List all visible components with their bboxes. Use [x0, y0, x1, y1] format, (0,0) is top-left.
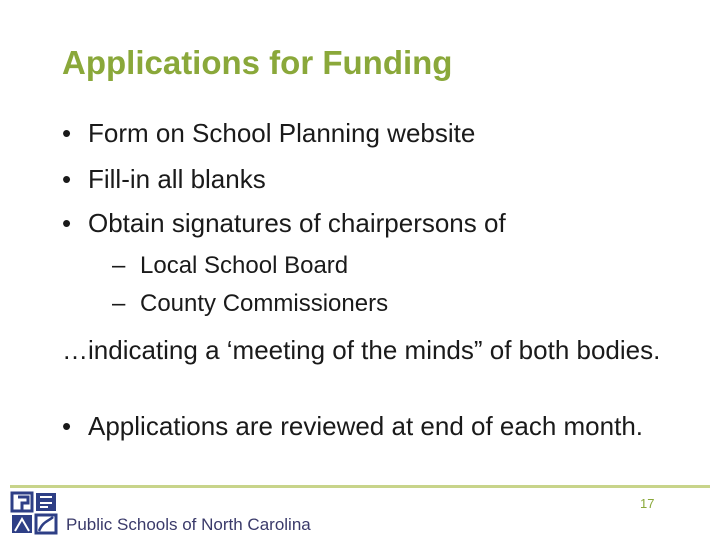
bullet-marker: •: [62, 118, 72, 148]
sub-bullet-text: Local School Board: [140, 252, 349, 279]
sub-bullet-text: County Commissioners: [140, 290, 389, 317]
indicating-paragraph: …indicating a ‘meeting of the minds” of both bodies.: [62, 335, 661, 365]
bullet-text: Applications are reviewed at end of each month.: [88, 411, 644, 441]
bullet-text: Form on School Planning website: [88, 118, 476, 148]
slide-title: Applications for Funding: [62, 44, 453, 81]
nc-schools-logo-icon: [10, 491, 58, 535]
sub-bullet-marker: –: [112, 290, 126, 317]
bullet-marker: •: [62, 164, 72, 194]
organization-name: Public Schools of North Carolina: [66, 515, 311, 534]
bullet-marker: •: [62, 411, 72, 441]
bullet-text: Fill-in all blanks: [88, 164, 266, 194]
page-number: 17: [640, 496, 655, 511]
bullet-text: Obtain signatures of chairpersons of: [88, 208, 506, 238]
footer-divider: [10, 485, 710, 488]
sub-bullet-marker: –: [112, 252, 126, 279]
bullet-marker: •: [62, 208, 72, 238]
